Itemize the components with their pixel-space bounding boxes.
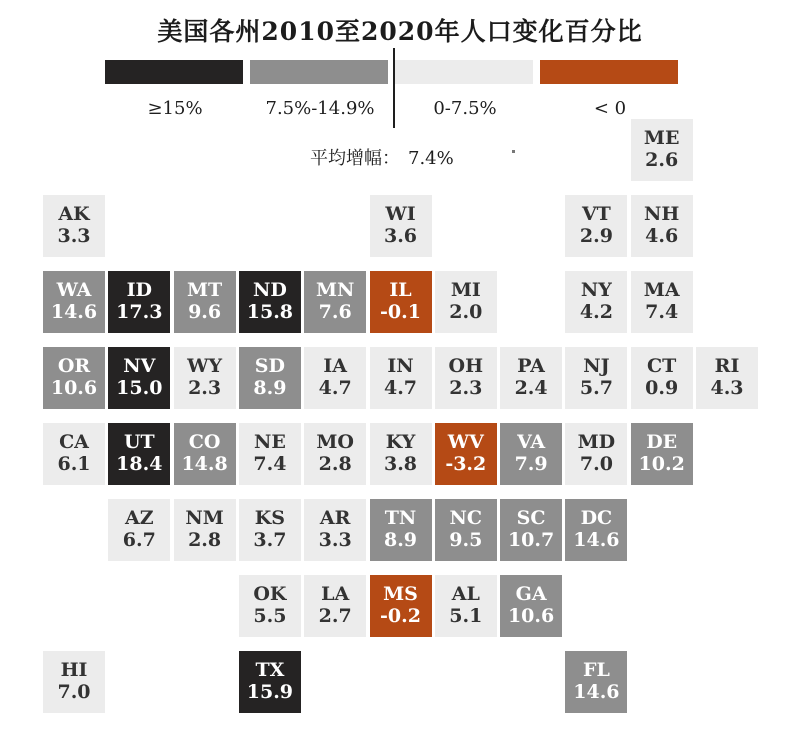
state-abbr: GA	[515, 583, 547, 606]
state-value: 10.6	[50, 377, 98, 399]
state-value: 15.9	[246, 681, 294, 703]
state-abbr: RI	[714, 355, 740, 378]
state-abbr: WI	[385, 203, 416, 226]
state-abbr: PA	[517, 355, 545, 378]
state-value: 6.7	[122, 529, 156, 551]
state-tile-az	[108, 499, 170, 561]
state-tile-nd	[239, 271, 301, 333]
state-tile-ar	[304, 499, 366, 561]
state-value: 2.7	[318, 605, 352, 627]
legend-label-negative: < 0	[593, 98, 627, 119]
state-tile-co	[174, 423, 236, 485]
state-abbr: TX	[255, 659, 285, 682]
state-value: -3.2	[445, 453, 487, 475]
state-value: 3.7	[253, 529, 287, 551]
state-value: 14.6	[573, 529, 620, 551]
state-abbr: TN	[384, 507, 417, 530]
state-value: 7.0	[57, 681, 91, 703]
state-abbr: MA	[643, 279, 680, 302]
state-tile-wa	[43, 271, 105, 333]
state-value: 7.4	[253, 453, 287, 475]
state-abbr: IA	[323, 355, 347, 378]
legend-label-low: 0-7.5%	[433, 98, 497, 119]
average-marker-line	[393, 48, 395, 128]
state-value: -0.1	[380, 301, 421, 323]
state-value: 2.8	[188, 529, 222, 551]
state-abbr: VT	[581, 203, 611, 226]
state-value: 4.2	[579, 301, 613, 323]
state-tile-ct	[631, 347, 693, 409]
state-abbr: DE	[646, 431, 678, 454]
state-abbr: HI	[60, 659, 88, 682]
state-value: 2.8	[318, 453, 352, 475]
state-value: 18.4	[116, 453, 163, 475]
state-tile-ny	[565, 271, 627, 333]
state-value: 4.6	[645, 225, 679, 247]
state-tile-il	[370, 271, 432, 333]
state-tile-ky	[370, 423, 432, 485]
state-value: 2.3	[188, 377, 222, 399]
state-abbr: LA	[321, 583, 350, 606]
state-value: 5.5	[253, 605, 287, 627]
state-abbr: ME	[643, 127, 680, 150]
state-value: 9.5	[449, 529, 483, 551]
state-tile-ca	[43, 423, 105, 485]
state-tile-sc	[500, 499, 562, 561]
state-abbr: AK	[58, 203, 90, 226]
state-value: 6.1	[57, 453, 91, 475]
state-value: 4.3	[710, 377, 744, 399]
state-abbr: FL	[582, 659, 610, 682]
state-value: 2.9	[579, 225, 613, 247]
state-tile-wv	[435, 423, 497, 485]
state-abbr: MI	[450, 279, 481, 302]
state-tile-la	[304, 575, 366, 637]
state-value: 10.6	[507, 605, 555, 627]
state-value: 5.7	[579, 377, 613, 399]
state-value: -0.2	[380, 605, 421, 627]
state-value: 15.0	[116, 377, 163, 399]
state-value: 3.6	[383, 225, 418, 247]
state-tile-nm	[174, 499, 236, 561]
state-value: 4.7	[383, 377, 418, 399]
state-abbr: AZ	[124, 507, 154, 530]
state-tile-ne	[239, 423, 301, 485]
legend-swatch-high	[105, 60, 243, 84]
state-abbr: IN	[387, 355, 414, 378]
state-tile-ri	[696, 347, 758, 409]
legend-label-mid: 7.5%-14.9%	[265, 98, 375, 119]
state-tile-nc	[435, 499, 497, 561]
state-value: 3.3	[57, 225, 91, 247]
state-tile-ga	[500, 575, 562, 637]
state-tile-md	[565, 423, 627, 485]
state-tile-me	[631, 119, 693, 181]
state-tile-sd	[239, 347, 301, 409]
state-abbr: SC	[516, 507, 546, 530]
state-tile-tn	[370, 499, 432, 561]
state-value: 10.2	[638, 453, 685, 475]
average-value: 7.4%	[408, 148, 454, 169]
state-tile-ms	[370, 575, 432, 637]
state-tile-mt	[174, 271, 236, 333]
state-abbr: CT	[647, 355, 677, 378]
state-tile-mn	[304, 271, 366, 333]
state-abbr: NY	[580, 279, 612, 302]
stray-dot	[512, 150, 515, 153]
state-tile-pa	[500, 347, 562, 409]
state-tile-ia	[304, 347, 366, 409]
state-value: 14.6	[50, 301, 98, 323]
state-abbr: MD	[577, 431, 616, 454]
state-value: 14.6	[573, 681, 620, 703]
state-value: 4.7	[318, 377, 352, 399]
state-tile-mi	[435, 271, 497, 333]
state-abbr: KY	[385, 431, 416, 454]
average-label: 平均增幅：	[310, 148, 400, 169]
state-abbr: CO	[188, 431, 221, 454]
state-abbr: NM	[185, 507, 224, 530]
state-abbr: ND	[252, 279, 287, 302]
legend-swatch-mid	[250, 60, 388, 84]
state-abbr: NV	[123, 355, 156, 378]
state-tile-wi	[370, 195, 432, 257]
state-abbr: NC	[449, 507, 483, 530]
state-value: 3.3	[318, 529, 352, 551]
state-abbr: MT	[187, 279, 223, 302]
state-tile-ks	[239, 499, 301, 561]
state-abbr: MO	[316, 431, 354, 454]
legend-swatch-negative	[540, 60, 678, 84]
state-value: 2.6	[645, 149, 679, 171]
state-value: 0.9	[645, 377, 679, 399]
state-tile-ak	[43, 195, 105, 257]
state-abbr: NH	[644, 203, 680, 226]
state-tile-ma	[631, 271, 693, 333]
state-value: 7.6	[318, 301, 352, 323]
state-tile-mo	[304, 423, 366, 485]
average-annotation	[310, 144, 454, 170]
state-value: 14.8	[181, 453, 228, 475]
state-tile-ut	[108, 423, 170, 485]
state-tile-id	[108, 271, 170, 333]
legend-label-high: ≥15%	[147, 98, 203, 119]
chart-title: 美国各州2010至2020年人口变化百分比	[157, 17, 643, 46]
state-tile-al	[435, 575, 497, 637]
state-abbr: NE	[253, 431, 286, 454]
state-tile-dc	[565, 499, 627, 561]
state-value: 2.3	[449, 377, 483, 399]
state-abbr: AL	[451, 583, 480, 606]
state-abbr: MN	[315, 279, 355, 302]
state-abbr: NJ	[583, 355, 610, 378]
state-tile-de	[631, 423, 693, 485]
state-tile-in	[370, 347, 432, 409]
state-abbr: OK	[253, 583, 287, 606]
state-abbr: WY	[187, 355, 223, 378]
state-value: 8.9	[383, 529, 418, 551]
state-value: 7.9	[514, 453, 548, 475]
state-abbr: SD	[254, 355, 285, 378]
state-abbr: DC	[580, 507, 613, 530]
state-tile-nh	[631, 195, 693, 257]
state-value: 2.4	[514, 377, 548, 399]
state-tile-tx	[239, 651, 301, 713]
state-value: 5.1	[449, 605, 483, 627]
state-value: 15.8	[246, 301, 294, 323]
state-value: 9.6	[188, 301, 222, 323]
state-tile-wy	[174, 347, 236, 409]
state-value: 8.9	[253, 377, 287, 399]
state-tile-oh	[435, 347, 497, 409]
state-tile-va	[500, 423, 562, 485]
state-value: 17.3	[116, 301, 163, 323]
state-value: 7.0	[579, 453, 613, 475]
state-abbr: WA	[56, 279, 92, 302]
state-abbr: MS	[383, 583, 418, 606]
state-abbr: KS	[254, 507, 286, 530]
legend-swatch-low	[395, 60, 533, 84]
state-tile-or	[43, 347, 105, 409]
state-abbr: CA	[59, 431, 89, 454]
state-value: 2.0	[449, 301, 483, 323]
state-abbr: UT	[123, 431, 155, 454]
state-tile-vt	[565, 195, 627, 257]
state-abbr: OH	[448, 355, 484, 378]
state-abbr: OR	[57, 355, 91, 378]
state-value: 10.7	[507, 529, 555, 551]
state-abbr: AR	[319, 507, 351, 530]
state-value: 3.8	[383, 453, 418, 475]
state-value: 7.4	[645, 301, 679, 323]
state-abbr: IL	[389, 279, 412, 302]
state-tile-fl	[565, 651, 627, 713]
state-tile-nv	[108, 347, 170, 409]
state-tile-ok	[239, 575, 301, 637]
state-tile-hi	[43, 651, 105, 713]
state-abbr: WV	[447, 431, 484, 454]
state-tile-nj	[565, 347, 627, 409]
state-abbr: ID	[126, 279, 152, 302]
state-abbr: VA	[517, 431, 546, 454]
